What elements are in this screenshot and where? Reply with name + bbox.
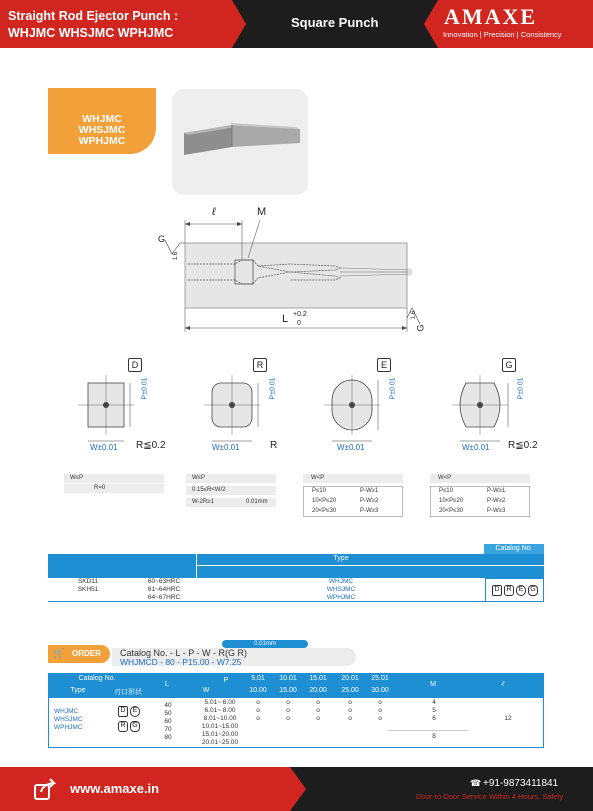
shape-d-p: P±0.01 xyxy=(141,377,149,400)
order-button xyxy=(48,645,110,663)
ot-mark-1: o xyxy=(256,699,260,706)
ot-mark-8: o xyxy=(316,707,320,714)
cond-g-r1c1: P≤10 xyxy=(439,488,453,494)
brand-logo: AMAXE xyxy=(444,4,538,29)
ot-w-1: 5.01~ 6.00 xyxy=(204,699,236,706)
ot-p1a: 5.01 xyxy=(251,675,265,682)
cart-icon: 🛒 xyxy=(53,648,65,658)
g-label-left: G xyxy=(158,234,166,244)
m-label: M xyxy=(257,206,267,218)
ot-W: W xyxy=(202,687,210,694)
ot-mark-11: o xyxy=(256,715,260,722)
ell-label: ℓ xyxy=(212,206,216,218)
catalog-tab-label: Catalog No. xyxy=(495,545,533,552)
ot-mark-4: o xyxy=(348,699,352,706)
cond-e-r2c2: P-W≥2 xyxy=(360,498,379,504)
logo-panel-edge xyxy=(424,0,438,48)
cond-d-row-2 xyxy=(64,484,164,493)
shape-e-w: W±0.01 xyxy=(337,443,365,452)
model-badge xyxy=(48,88,156,154)
ot-M-2: 5 xyxy=(432,707,436,714)
badge-line-3: WPHJMC xyxy=(78,135,126,147)
shape-r-r: R xyxy=(270,440,278,451)
technical-drawing xyxy=(150,200,450,340)
type-2: WHSJMC xyxy=(326,586,356,593)
ot-mark-15: o xyxy=(378,715,382,722)
shape-code-r: R xyxy=(253,358,267,372)
share-icon xyxy=(34,778,56,800)
cond-r-4: 0.01mm xyxy=(246,499,268,505)
shape-code-group xyxy=(485,578,544,602)
type-header: Type xyxy=(333,555,349,562)
cond-g-r2c1: 10<P≤20 xyxy=(439,498,464,504)
ot-mark-6: o xyxy=(256,707,260,714)
shape-code-e: E xyxy=(377,358,391,372)
cond-e-r1c1: P≤10 xyxy=(312,488,326,494)
header-title-panel xyxy=(0,0,232,48)
material-table-header xyxy=(48,554,544,578)
ot-p4b: 25.00 xyxy=(341,687,359,694)
ot-L: L xyxy=(165,681,169,688)
ot-mark-14: o xyxy=(348,715,352,722)
ot-type-1: WHJMC xyxy=(54,708,79,715)
ot-p1b: 10.00 xyxy=(249,687,267,694)
cond-e-table xyxy=(303,486,403,517)
mat-code-r: R xyxy=(504,585,514,596)
ot-M-5: 8 xyxy=(432,733,436,740)
ot-L-2: 50 xyxy=(164,710,172,717)
ot-w-5: 15.01~20.00 xyxy=(201,731,239,738)
cond-e-r2c1: 10<P≤20 xyxy=(312,498,337,504)
ot-mark-10: o xyxy=(378,707,382,714)
mat-code-g: G xyxy=(528,585,538,596)
cond-d-2: R=0 xyxy=(94,485,106,491)
shape-g-r: R≦0.2 xyxy=(508,440,538,451)
shape-d-r: R≦0.2 xyxy=(136,440,166,451)
ot-p3b: 20.00 xyxy=(309,687,327,694)
shape-g-w: W±0.01 xyxy=(462,443,490,452)
phone-number[interactable]: +91-9873411841 xyxy=(483,778,559,789)
shape-g-p: P±0.01 xyxy=(517,377,525,400)
cond-d xyxy=(64,474,164,494)
roughness-left: 1.6 xyxy=(173,251,180,261)
ot-type: Type xyxy=(70,687,86,694)
cond-r-3: W-2R≥1 xyxy=(192,499,214,505)
ot-w-6: 20.01~25.00 xyxy=(201,739,239,746)
mat-code-e: E xyxy=(516,585,526,596)
shape-r-p: P±0.01 xyxy=(269,377,277,400)
ot-p4a: 20.01 xyxy=(341,675,359,682)
cond-r-2: 0.15≤R<W/2 xyxy=(192,487,226,493)
phone-icon: ☎ xyxy=(470,778,482,788)
ot-L-3: 60 xyxy=(164,718,172,725)
cond-g-table xyxy=(430,486,530,517)
hard-3: 64~67HRC xyxy=(147,594,181,601)
ot-type-2: WHSJMC xyxy=(54,716,83,723)
mat-2: SKH51 xyxy=(77,586,99,593)
ot-p2a: 10.01 xyxy=(279,675,297,682)
ot-mark-2: o xyxy=(286,699,290,706)
ot-P: P xyxy=(223,677,229,684)
cond-r-1: W≤P xyxy=(192,475,205,481)
cond-e-r3c1: 20<P≤30 xyxy=(312,508,337,514)
header-arrow xyxy=(232,0,246,48)
ot-M-1: 4 xyxy=(432,699,436,706)
cond-g-r1c2: P-W≥1 xyxy=(487,488,506,494)
ot-ell: ℓ xyxy=(501,681,505,688)
ot-mark-12: o xyxy=(286,715,290,722)
cond-g-r3c1: 20<P≤30 xyxy=(439,508,464,514)
ot-p5a: 25.01 xyxy=(371,675,389,682)
mat-1: SKD11 xyxy=(77,578,99,585)
ot-w-2: 6.01~ 8.00 xyxy=(204,707,236,714)
badge-line-2: WHSJMC xyxy=(78,124,126,136)
length-tol-plus: +0.2 xyxy=(293,311,307,318)
ot-p3a: 15.01 xyxy=(309,675,327,682)
badge-line-1: WHJMC xyxy=(82,113,122,125)
cond-e-r3c2: P-W≥3 xyxy=(360,508,379,514)
header-title-line1: Straight Rod Ejector Punch : xyxy=(8,9,179,23)
cond-g-r3c2: P-W≥3 xyxy=(487,508,506,514)
order-format xyxy=(112,648,356,666)
tolerance-badge xyxy=(222,640,308,648)
order-example-line: WHJMCD - 80 - P15.00 - W7.25 xyxy=(120,657,242,667)
header-title-line2: WHJMC WHSJMC WPHJMC xyxy=(8,26,174,40)
ot-L-5: 80 xyxy=(164,734,172,741)
order-catalog-line: Catalog No. - L - P - W - R(G R) xyxy=(120,648,248,658)
ot-mark-13: o xyxy=(316,715,320,722)
center-title: Square Punch xyxy=(291,15,379,30)
cond-d-1: W≤P xyxy=(70,475,83,481)
ot-M-3: 6 xyxy=(432,715,436,722)
cond-r xyxy=(186,474,276,508)
ot-mark-5: o xyxy=(378,699,382,706)
footer-web-panel xyxy=(0,767,290,811)
cond-g-head-row xyxy=(430,474,530,483)
material-table-body xyxy=(48,578,544,602)
ot-p2b: 15.00 xyxy=(279,687,297,694)
shape-d-w: W±0.01 xyxy=(90,443,118,452)
cond-r-row-2 xyxy=(186,486,276,495)
cond-d-row-1 xyxy=(64,474,164,483)
ot-code-e: E xyxy=(130,706,140,717)
g-label-right: G xyxy=(415,324,426,332)
cond-r-row-1 xyxy=(186,474,276,483)
ot-w-3: 8.01~10.00 xyxy=(203,715,237,722)
ot-code-g: G xyxy=(130,721,140,732)
brand-tagline: Innovation | Precision | Consistency xyxy=(443,30,562,39)
cond-e-r1c2: P-W≥1 xyxy=(360,488,379,494)
ot-mark-3: o xyxy=(316,699,320,706)
ot-L-1: 40 xyxy=(164,702,172,709)
ot-catalog: Catalog No. xyxy=(78,675,116,682)
type-3: WPHJMC xyxy=(326,594,356,601)
type-1: WHJMC xyxy=(328,578,354,585)
tolerance-badge-label: 0.01mm xyxy=(254,641,276,647)
footer-arrow xyxy=(290,767,306,811)
cond-e xyxy=(303,474,403,517)
order-table xyxy=(48,673,544,748)
ot-code-r: R xyxy=(118,721,128,732)
roughness-right: 1.6 xyxy=(411,310,418,320)
hard-1: 60~63HRC xyxy=(147,578,181,585)
ot-mark-7: o xyxy=(286,707,290,714)
shape-code-g: G xyxy=(502,358,516,372)
ot-L-4: 70 xyxy=(164,726,172,733)
shape-code-d: D xyxy=(128,358,142,372)
divider xyxy=(388,730,468,731)
ot-p5b: 30.00 xyxy=(371,687,389,694)
cond-e-head-row xyxy=(303,474,403,483)
ot-code-d: D xyxy=(118,706,128,717)
cond-r-row-3 xyxy=(186,498,276,507)
website-link[interactable]: www.amaxe.in xyxy=(70,781,160,796)
ot-ell-value: 12 xyxy=(504,715,512,722)
cond-e-head: W<P xyxy=(311,475,325,481)
ot-M: M xyxy=(430,681,436,688)
ot-shape: 刃口形状 xyxy=(114,689,142,696)
punch-image xyxy=(172,89,308,195)
product-photo xyxy=(172,89,308,195)
ot-type-3: WPHJMC xyxy=(54,724,83,731)
ot-mark-9: o xyxy=(348,707,352,714)
hard-2: 61~64HRC xyxy=(147,586,181,593)
cond-g xyxy=(430,474,530,517)
ot-w-4: 10.01~15.00 xyxy=(201,723,239,730)
divider xyxy=(196,565,544,566)
mat-code-d: D xyxy=(492,585,502,596)
length-label: L xyxy=(282,313,289,325)
service-slogan: Door-to-Door Service Within 4 Hours, Safely xyxy=(416,792,564,801)
cond-g-r2c2: P-W≥2 xyxy=(487,498,506,504)
logo-panel xyxy=(438,0,593,48)
shape-e-p: P±0.01 xyxy=(389,377,397,400)
length-tol-minus: 0 xyxy=(297,320,301,327)
order-label: ORDER xyxy=(72,649,101,658)
cond-g-head: W<P xyxy=(438,475,452,481)
catalog-tab xyxy=(484,544,544,554)
shape-r-w: W±0.01 xyxy=(212,443,240,452)
